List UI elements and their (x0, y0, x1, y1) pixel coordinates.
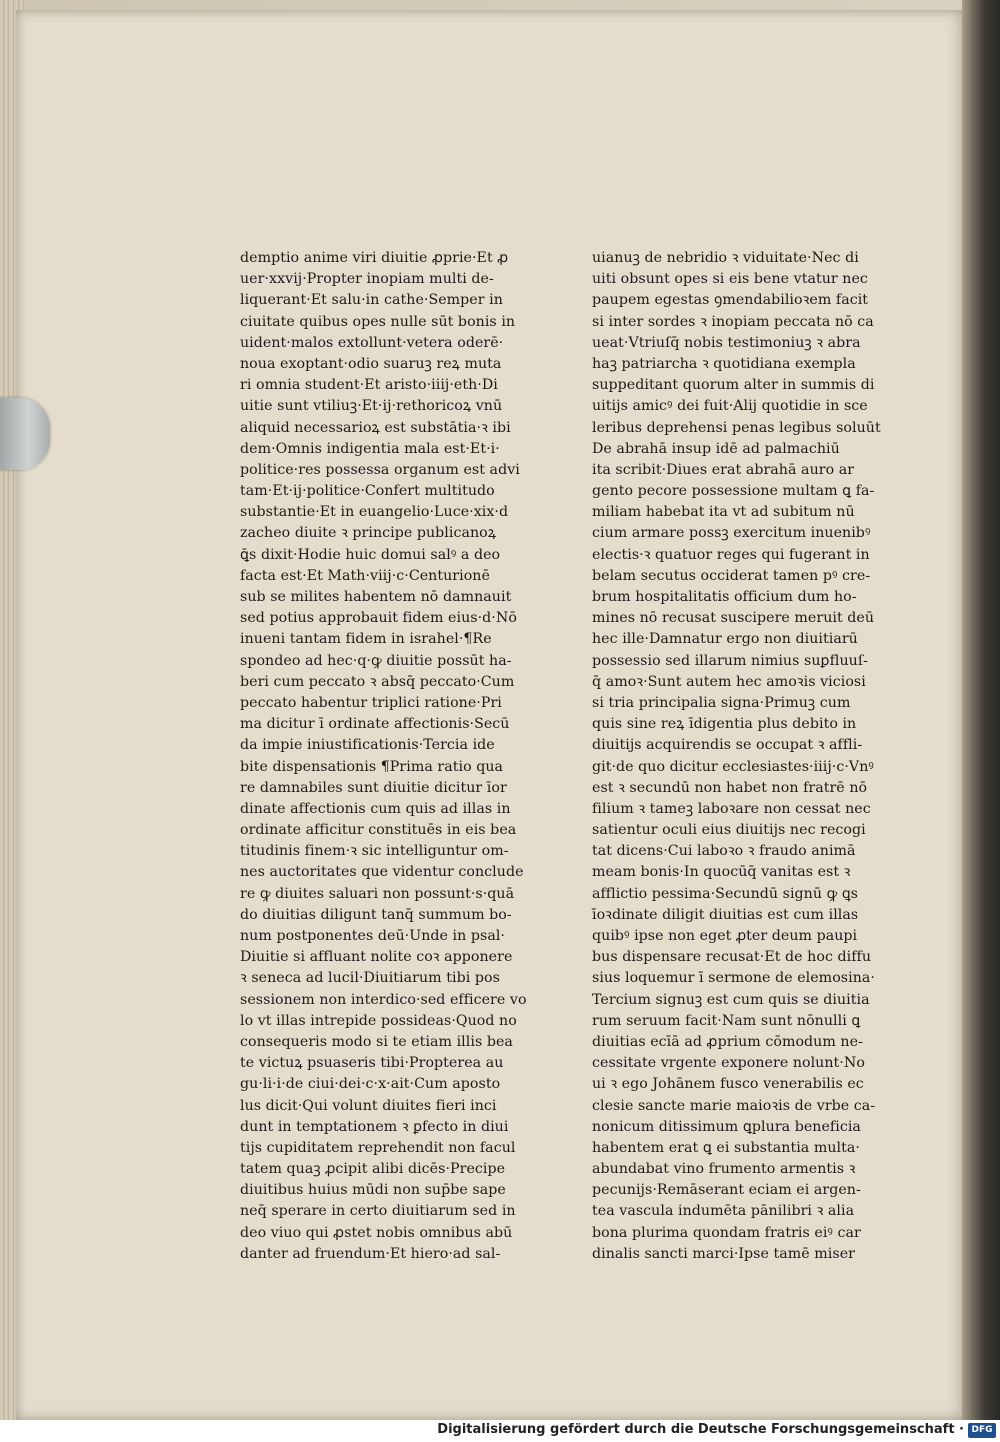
funding-notice: Digitalisierung gefördert durch die Deutsche Forschungsgemeinschaft · (437, 1422, 964, 1437)
text-line: dunt in temptationem ꝛ ꝑfecto in diui (240, 1118, 509, 1135)
text-line: pecunijs·Remāserant eciam ei argen- (592, 1182, 861, 1199)
text-line: si inter sordes ꝛ inopiam peccata nō ca (592, 313, 874, 330)
text-line: ꝗ̄s dixit·Hodie huic domui salꝰ a deo (240, 546, 501, 563)
text-line: afflictio pessima·Secundū signū ꝙ ꝗs (592, 885, 858, 902)
text-line: nes auctoritates que videntur conclude (240, 864, 524, 881)
text-line: īoꝛdinate diligit diuitias est cum illas (592, 906, 859, 923)
text-line: suppeditant quorum alter in summis di (592, 377, 875, 394)
text-line: Diuitie si affluant nolite coꝛ apponere (240, 949, 513, 966)
text-line: spondeo ad hec·q·ꝙ diuitie possūt ha- (240, 652, 512, 669)
text-line: gu·li·i·de ciui·dei·c·x·ait·Cum aposto (240, 1076, 501, 1093)
text-line: quis sine reꝝ īdigentia plus debito in (592, 716, 857, 733)
text-line: num postponentes deū·Unde in psal· (240, 928, 505, 944)
text-line: danter ad fruendum·Et hiero·ad sal- (240, 1245, 501, 1262)
text-line: miliam habebat ita vt ad subitum nū (592, 504, 855, 521)
text-line: sessionem non interdico·sed efficere vo (240, 991, 527, 1008)
text-column-left (240, 248, 530, 1265)
text-column-right (592, 248, 882, 1265)
text-line: ueat·Vtriuſq̄ nobis testimoniuꝫ ꝛ abra (592, 334, 861, 351)
text-line: zacheo diuite ꝛ principe publicanoꝝ (240, 525, 497, 542)
text-line: electis·ꝛ quatuor reges qui fugerant in (592, 546, 870, 563)
text-line: haꝫ patriarcha ꝛ quotidiana exempla (592, 355, 856, 372)
text-line: lo vt illas intrepide possideas·Quod no (240, 1012, 517, 1029)
text-line: possessio sed illarum nimius suꝑfluuſ- (592, 652, 868, 669)
text-line: diuitias ecīā ad ꝓprium cōmodum ne- (592, 1033, 863, 1050)
text-line: tea vascula indumēta pānilibri ꝛ alia (592, 1203, 855, 1220)
text-line: liquerant·Et salu·in cathe·Semper in (240, 292, 503, 309)
book-clasp (0, 398, 50, 470)
text-line: substantie·Et in euangelio·Luce·xix·d (240, 504, 509, 521)
text-line: abundabat vino frumento armentis ꝛ (592, 1161, 856, 1178)
text-line: aliquid necessarioꝝ est substātia·ꝛ ibi (240, 419, 511, 436)
text-line: ma dicitur ī ordinate affectionis·Secū (240, 716, 510, 733)
text-line: neq̄ sperare in certo diuitiarum sed in (240, 1203, 516, 1220)
text-line: tijs cupiditatem reprehendit non facul (240, 1139, 516, 1156)
text-line: uer·xxvij·Propter inopiam multi de- (240, 271, 494, 288)
text-line: q̄ amoꝛ·Sunt autem hec amoꝛis viciosi (592, 673, 866, 690)
text-line: uianuꝫ de nebridio ꝛ viduitate·Nec di (592, 250, 859, 266)
text-line: sub se milites habentem nō damnauit (240, 589, 512, 605)
text-line: bona plurima quondam fratris eiꝰ car (592, 1224, 861, 1241)
text-line: leribus deprehensi penas legibus soluūt (592, 419, 881, 436)
text-line: deo viuo qui ꝓstet nobis omnibus abū (240, 1224, 513, 1241)
text-line: bus dispensare recusat·Et de hoc diffu (592, 949, 872, 966)
text-line: consequeris modo si te etiam illis bea (240, 1033, 513, 1050)
text-line: De abrahā insup idē ad palmachiū (592, 440, 840, 457)
text-line: do diuitias diligunt tanq̄ summum bo- (240, 906, 512, 923)
text-line: sed potius approbauit fidem eius·d·Nō (240, 610, 517, 627)
footer-bar (0, 1420, 1000, 1442)
text-line: git·de quo dicitur ecclesiastes·iiij·c·Vnꝰ (592, 758, 874, 775)
text-line: sius loquemur ī sermone de elemosina· (592, 970, 875, 987)
text-line: Tercium signuꝫ est cum quis se diuitia (592, 991, 870, 1008)
text-line: uitijs amicꝰ dei fuit·Alij quotidie in sce (592, 398, 868, 415)
text-line: ita scribit·Diues erat abrahā auro ar (592, 461, 855, 478)
text-line: cium armare possꝫ exercitum inuenibꝰ (592, 525, 871, 542)
text-line: demptio anime viri diuitie ꝓprie·Et ꝓ (240, 250, 509, 266)
text-line: satientur oculi eius diuitijs nec recogi (592, 822, 866, 839)
text-line: ciuitate quibus opes nulle sūt bonis in (240, 313, 516, 330)
text-line: inueni tantam fidem in israhel·¶Re (240, 631, 492, 648)
text-line: diuitijs acquirendis se occupat ꝛ affli- (592, 737, 863, 754)
text-line: te victuꝝ psuaseris tibi·Propterea au (240, 1055, 504, 1072)
text-line: nonicum ditissimum ꝗplura beneficia (592, 1118, 861, 1135)
text-line: re ꝙ diuites saluari non possunt·s·quā (240, 885, 515, 902)
text-line: uiti obsunt opes si eis bene vtatur nec (592, 271, 868, 288)
dfg-logo-icon: DFG (968, 1423, 996, 1438)
text-line: hec ille·Damnatur ergo non diuitiarū (592, 631, 858, 648)
text-line: brum hospitalitatis officium dum ho- (592, 589, 857, 605)
text-line: tatem quaꝫ ꝓcipit alibi dicēs·Precipe (240, 1161, 506, 1178)
text-line: peccato habentur triplici ratione·Pri (240, 694, 502, 711)
text-line: si tria principalia signa·Primuꝫ cum (592, 694, 851, 711)
text-line: politice·res possessa organum est advi (240, 461, 520, 478)
text-line: noua exoptant·odio suaruꝫ reꝝ muta (240, 355, 502, 372)
text-line: da impie iniustificationis·Tercia ide (240, 737, 495, 754)
text-line: lus dicit·Qui volunt diuites fieri inci (240, 1097, 497, 1114)
text-line: re damnabiles sunt diuitie dicitur īor (240, 779, 507, 796)
text-line: tat dicens·Cui laboꝛo ꝛ fraudo animā (592, 843, 856, 860)
text-line: mines nō recusat suscipere meruit deū (592, 610, 875, 627)
text-line: facta est·Et Math·viij·c·Centurionē (240, 567, 490, 584)
text-line: diuitibus huius mūdi non sup̄be sape (240, 1182, 506, 1199)
text-line: uitie sunt vtiliuꝫ·Et·ij·rethoricoꝝ vnū (240, 398, 503, 415)
text-line: tam·Et·ij·politice·Confert multitudo (240, 483, 495, 500)
text-line: est ꝛ secundū non habet non fratrē nō (592, 779, 868, 796)
text-line: uident·malos extollunt·vetera oderē· (240, 334, 504, 351)
text-line: ꝛ seneca ad lucil·Diuitiarum tibi pos (240, 970, 500, 987)
text-line: cessitate vrgente exponere nolunt·No (592, 1055, 865, 1072)
text-line: filium ꝛ tameꝫ laboꝛare non cessat nec (592, 800, 871, 817)
book-spine (962, 0, 1000, 1420)
text-line: belam secutus occiderat tamen pꝰ cre- (592, 567, 871, 584)
text-line: gento pecore possessione multam ꝗ fa- (592, 483, 875, 500)
text-line: ordinate afficitur constituēs in eis bea (240, 822, 517, 839)
text-line: dinate affectionis cum quis ad illas in (240, 800, 511, 817)
text-line: titudinis finem·ꝛ sic intelliguntur om- (240, 843, 509, 860)
text-line: dem·Omnis indigentia mala est·Et·i· (240, 440, 500, 457)
text-line: dinalis sancti marci·Ipse tamē miser (592, 1245, 855, 1262)
text-line: clesie sancte marie maioꝛis de vrbe ca- (592, 1097, 876, 1114)
text-line: rum seruum facit·Nam sunt nōnulli ꝗ (592, 1012, 861, 1029)
text-line: bite dispensationis ¶Prima ratio qua (240, 758, 504, 775)
text-line: meam bonis·In quocūq̄ vanitas est ꝛ (592, 864, 851, 881)
text-line: ui ꝛ ego Johānem fusco venerabilis ec (592, 1076, 864, 1093)
text-line: ri omnia student·Et aristo·iiij·eth·Di (240, 377, 498, 394)
text-line: beri cum peccato ꝛ absq̄ peccato·Cum (240, 673, 515, 690)
text-line: paupem egestas ꝯmendabilioꝛem facit (592, 292, 869, 309)
text-line: quibꝰ ipse non eget ꝓter deum paupi (592, 928, 858, 944)
text-line: habentem erat ꝗ ei substantia multa· (592, 1139, 860, 1156)
